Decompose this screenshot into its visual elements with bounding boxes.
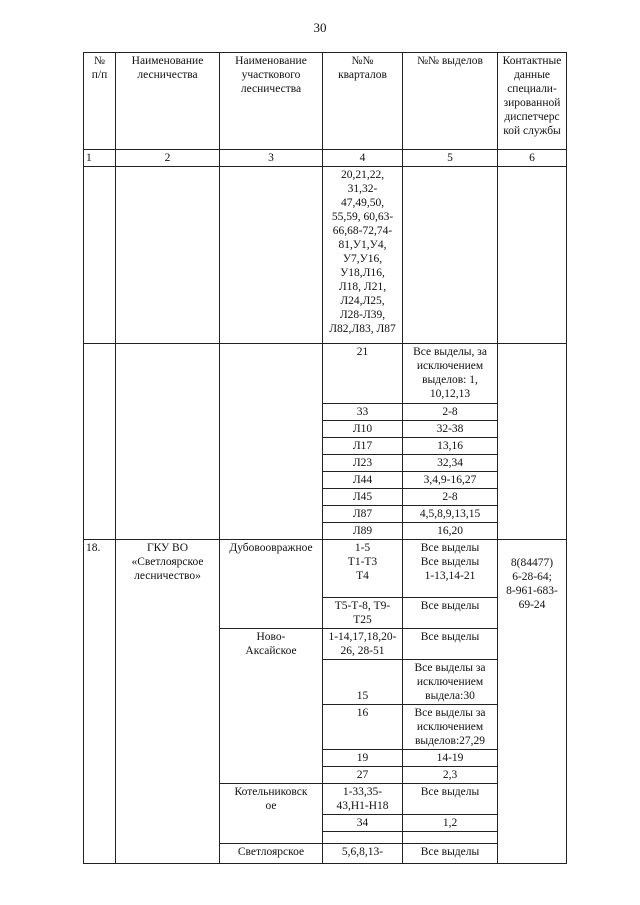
- quarter-cell: 5,6,8,13-: [323, 844, 403, 864]
- quarter-cell: Л45: [323, 489, 403, 506]
- quarter-cell: 19: [323, 750, 403, 767]
- sections-cell: [403, 832, 498, 844]
- sections-cell: 32-38: [403, 421, 498, 438]
- sections-cell: Все выделы за исключением выделов:27,29: [403, 705, 498, 750]
- quarter-cell: 33: [323, 404, 403, 421]
- district-kotel: Котельниковск ое: [220, 784, 323, 844]
- sections-cell: 2,3: [403, 767, 498, 784]
- quarter-cell: 27: [323, 767, 403, 784]
- quarter-cell: 1-33,35- 43,Н1-Н18: [323, 784, 403, 815]
- quarter-cell: Т5-Т-8, Т9- Т25: [323, 598, 403, 629]
- quarter-cell: Л17: [323, 438, 403, 455]
- sections-cell: Все выделы: [403, 598, 498, 629]
- table-row: [84, 344, 567, 404]
- quarter-cell: Л10: [323, 421, 403, 438]
- col-number-4: 4: [323, 150, 403, 167]
- column-number-row: [84, 150, 567, 167]
- sections-cell: Все выделы: [403, 844, 498, 864]
- quarter-cell: [323, 832, 403, 844]
- sections-cell: Все выделы: [403, 784, 498, 815]
- col-number-2: 2: [116, 150, 220, 167]
- sections-cell: 13,16: [403, 438, 498, 455]
- contacts-cell: 8(84477) 6-28-64; 8-961-683- 69-24: [498, 540, 567, 864]
- quarter-cell: 34: [323, 815, 403, 832]
- sections-cell: Все выделы Все выделы 1-13,14-21: [403, 540, 498, 598]
- header-quarters: №№ кварталов: [323, 53, 403, 150]
- header-num: № п/п: [84, 53, 116, 150]
- sections-cell: 1,2: [403, 815, 498, 832]
- sections-cell: 2-8: [403, 404, 498, 421]
- col-number-3: 3: [220, 150, 323, 167]
- header-forestry: Наименование лесничества: [116, 53, 220, 150]
- header-sections: №№ выделов: [403, 53, 498, 150]
- district-novo: Ново- Аксайское: [220, 629, 323, 784]
- sections-cell: 3,4,9-16,27: [403, 472, 498, 489]
- quarters-cell: 20,21,22, 31,32- 47,49,50, 55,59, 60,63- 66,68-72,74- 81,У1,У4, У7,У16, У18,Л16, Л18, Л21, Л24,Л25, Л28-Л39, Л82,Л83, Л87: [323, 167, 403, 344]
- col-number-5: 5: [403, 150, 498, 167]
- quarter-cell: 16: [323, 705, 403, 750]
- quarter-cell: 21: [323, 344, 403, 404]
- header-row: [84, 53, 567, 150]
- forestry-table: [83, 52, 567, 864]
- quarter-cell: Л23: [323, 455, 403, 472]
- sections-cell: 2-8: [403, 489, 498, 506]
- district-dubovo: Дубовоовражное: [220, 540, 323, 629]
- table-row: [84, 167, 567, 344]
- page-number: 30: [313, 20, 327, 35]
- quarter-cell: Л44: [323, 472, 403, 489]
- quarter-cell: 1-5 Т1-Т3 Т4: [323, 540, 403, 598]
- quarter-cell: Л87: [323, 506, 403, 523]
- district-svetlo: Светлоярское: [220, 844, 323, 864]
- forestry-name: ГКУ ВО «Светлоярское лесничество»: [116, 540, 220, 864]
- sections-cell: Все выделы за исключением выдела:30: [403, 660, 498, 705]
- table-row: [84, 540, 567, 598]
- sections-cell: Все выделы: [403, 629, 498, 660]
- sections-cell: 16,20: [403, 523, 498, 540]
- header-contacts: Контактные данные специали- зированной диспетчерс кой службы: [498, 53, 567, 150]
- quarter-cell: 15: [323, 660, 403, 705]
- col-number-1: 1: [84, 150, 116, 167]
- sections-cell: 32,34: [403, 455, 498, 472]
- sections-cell: 4,5,8,9,13,15: [403, 506, 498, 523]
- sections-cell: 14-19: [403, 750, 498, 767]
- quarter-cell: 1-14,17,18,20- 26, 28-51: [323, 629, 403, 660]
- sections-cell: Все выделы, за исключением выделов: 1, 10,12,13: [403, 344, 498, 404]
- entry-number: 18.: [84, 540, 116, 864]
- header-district: Наименование участкового лесничества: [220, 53, 323, 150]
- col-number-6: 6: [498, 150, 567, 167]
- quarter-cell: Л89: [323, 523, 403, 540]
